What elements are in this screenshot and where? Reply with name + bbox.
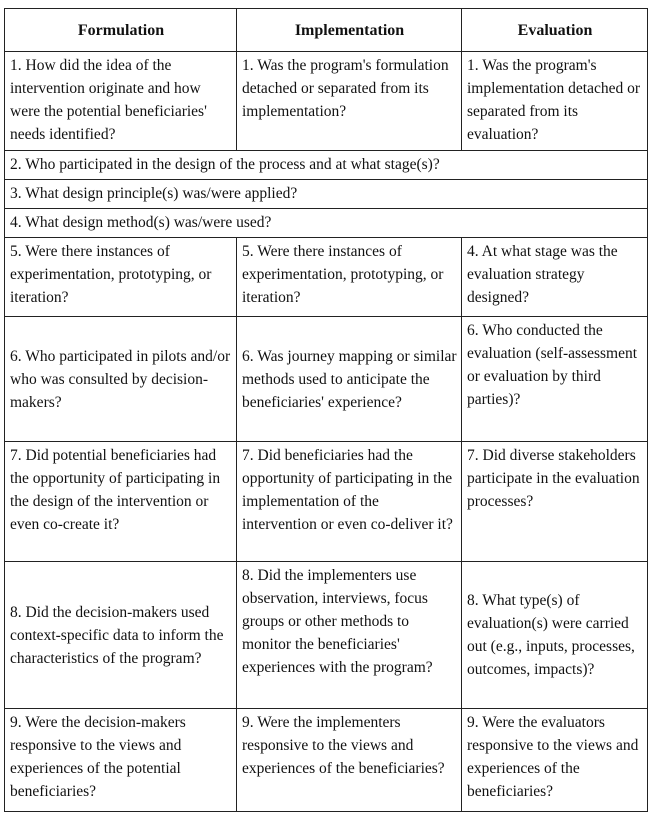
formulation-cell: 7. Did potential beneficiaries had the opportunity of participating in the design of the intervention or even co-create it? bbox=[5, 442, 237, 562]
implementation-cell: 8. Did the implementers use observation, interviews, focus groups or other methods to monitor the beneficiaries' experiences with the program? bbox=[237, 562, 462, 709]
formulation-cell: 1. How did the idea of the intervention originate and how were the potential beneficiaries' needs identified? bbox=[5, 52, 237, 151]
implementation-cell: 1. Was the program's formulation detached or separated from its implementation? bbox=[237, 52, 462, 151]
evaluation-cell: 1. Was the program's implementation detached or separated from its evaluation? bbox=[462, 52, 648, 151]
evaluation-cell: 9. Were the evaluators responsive to the views and experiences of the beneficiaries? bbox=[462, 709, 648, 812]
table-row bbox=[5, 180, 648, 209]
formulation-cell: 5. Were there instances of experimentation, prototyping, or iteration? bbox=[5, 238, 237, 317]
table-row bbox=[5, 209, 648, 238]
evaluation-cell: 6. Who conducted the evaluation (self-assessment or evaluation by third parties)? bbox=[462, 317, 648, 442]
table-row bbox=[5, 442, 648, 562]
header-formulation: Formulation bbox=[5, 9, 237, 52]
table-row bbox=[5, 562, 648, 709]
header-implementation: Implementation bbox=[237, 9, 462, 52]
implementation-cell: 5. Were there instances of experimentation, prototyping, or iteration? bbox=[237, 238, 462, 317]
spanning-cell: 4. What design method(s) was/were used? bbox=[5, 209, 648, 238]
table-row bbox=[5, 238, 648, 317]
table-row bbox=[5, 52, 648, 151]
header-evaluation: Evaluation bbox=[462, 9, 648, 52]
table-row bbox=[5, 709, 648, 812]
implementation-cell: 7. Did beneficiaries had the opportunity of participating in the implementation of the intervention or even co-deliver it? bbox=[237, 442, 462, 562]
header-row bbox=[5, 9, 648, 52]
design-questions-table bbox=[4, 8, 648, 812]
evaluation-cell: 8. What type(s) of evaluation(s) were carried out (e.g., inputs, processes, outcomes, impacts)? bbox=[462, 562, 648, 709]
table-row bbox=[5, 317, 648, 442]
evaluation-cell: 4. At what stage was the evaluation strategy designed? bbox=[462, 238, 648, 317]
table-row bbox=[5, 151, 648, 180]
implementation-cell: 6. Was journey mapping or similar methods used to anticipate the beneficiaries' experience? bbox=[237, 317, 462, 442]
spanning-cell: 3. What design principle(s) was/were applied? bbox=[5, 180, 648, 209]
implementation-cell: 9. Were the implementers responsive to the views and experiences of the beneficiaries? bbox=[237, 709, 462, 812]
formulation-cell: 9. Were the decision-makers responsive to the views and experiences of the potential beneficiaries? bbox=[5, 709, 237, 812]
spanning-cell: 2. Who participated in the design of the process and at what stage(s)? bbox=[5, 151, 648, 180]
evaluation-cell: 7. Did diverse stakeholders participate in the evaluation processes? bbox=[462, 442, 648, 562]
formulation-cell: 6. Who participated in pilots and/or who was consulted by decision-makers? bbox=[5, 317, 237, 442]
formulation-cell: 8. Did the decision-makers used context-specific data to inform the characteristics of the program? bbox=[5, 562, 237, 709]
